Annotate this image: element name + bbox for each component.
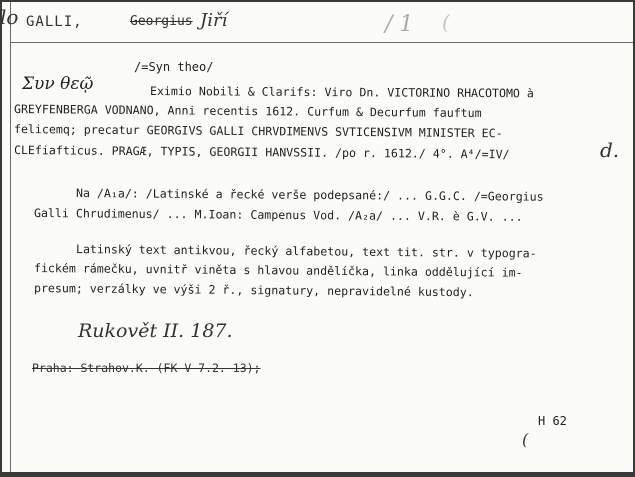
handwritten-mark: d. — [600, 138, 620, 162]
handwritten-forename: Jiří — [200, 10, 228, 31]
handwritten-reference: Rukovět II. 187. — [78, 320, 233, 342]
catalog-card — [2, 2, 633, 472]
note-line-2: Galli Chrudimenus/ ... M.Ioan: Campenus Vod. /A₂a/ ... V.R. è G.V. ... — [33, 206, 523, 224]
description-line-3: presum; verzálky ve výši 2 ř., signatury, nepravidelné kustody. — [33, 281, 474, 300]
title-line-3: felicemq; precatur GEORGIVS GALLI CHRVDIMENVS SVTICENSIVM MINISTER EC- — [13, 122, 503, 141]
shelfmark: H 62 — [538, 414, 567, 428]
header-rule — [10, 42, 633, 43]
vertical-rule — [10, 2, 11, 472]
greek-heading: Συν θεῷ — [22, 74, 94, 94]
faint-mark-2: ( — [442, 10, 450, 34]
tick-mark: ( — [522, 430, 529, 449]
faint-mark-1: / 1 — [385, 12, 414, 37]
author-surname: GALLI, — [26, 14, 83, 30]
struck-location: Praha: Strahov.K. (FK V 7.2. 13); — [32, 361, 261, 375]
title-line-4: CLEfiafticus. PRAGÆ, TYPIS, GEORGII HANVSSII. /po r. 1612./ 4°. A⁴/=IV/ — [13, 143, 510, 162]
note-line-1: Na /A₁a/: /Latinské a řecké verše podepsané:/ ... G.G.C. /=Georgius — [75, 186, 544, 204]
description-line-2: fickém rámečku, uvnitř viněta s hlavou andělíčka, linka oddělující im- — [33, 261, 523, 280]
description-line-1: Latinský text antikvou, řecký alfabetou, text tit. str. v typogra- — [75, 242, 537, 261]
title-line-2: GREYFENBERGA VODNANO, Anni recentis 1612. Curfum & Decurfum fauftum — [13, 102, 482, 121]
title-line-1: Eximio Nobili & Clarifs: Viro Dn. VICTORINO RHACOTOMO à — [149, 84, 534, 101]
struck-forename: Georgius — [130, 14, 193, 29]
header-handwritten-mark: lo — [0, 5, 19, 29]
greek-translation-note: /=Syn theo/ — [134, 60, 214, 74]
